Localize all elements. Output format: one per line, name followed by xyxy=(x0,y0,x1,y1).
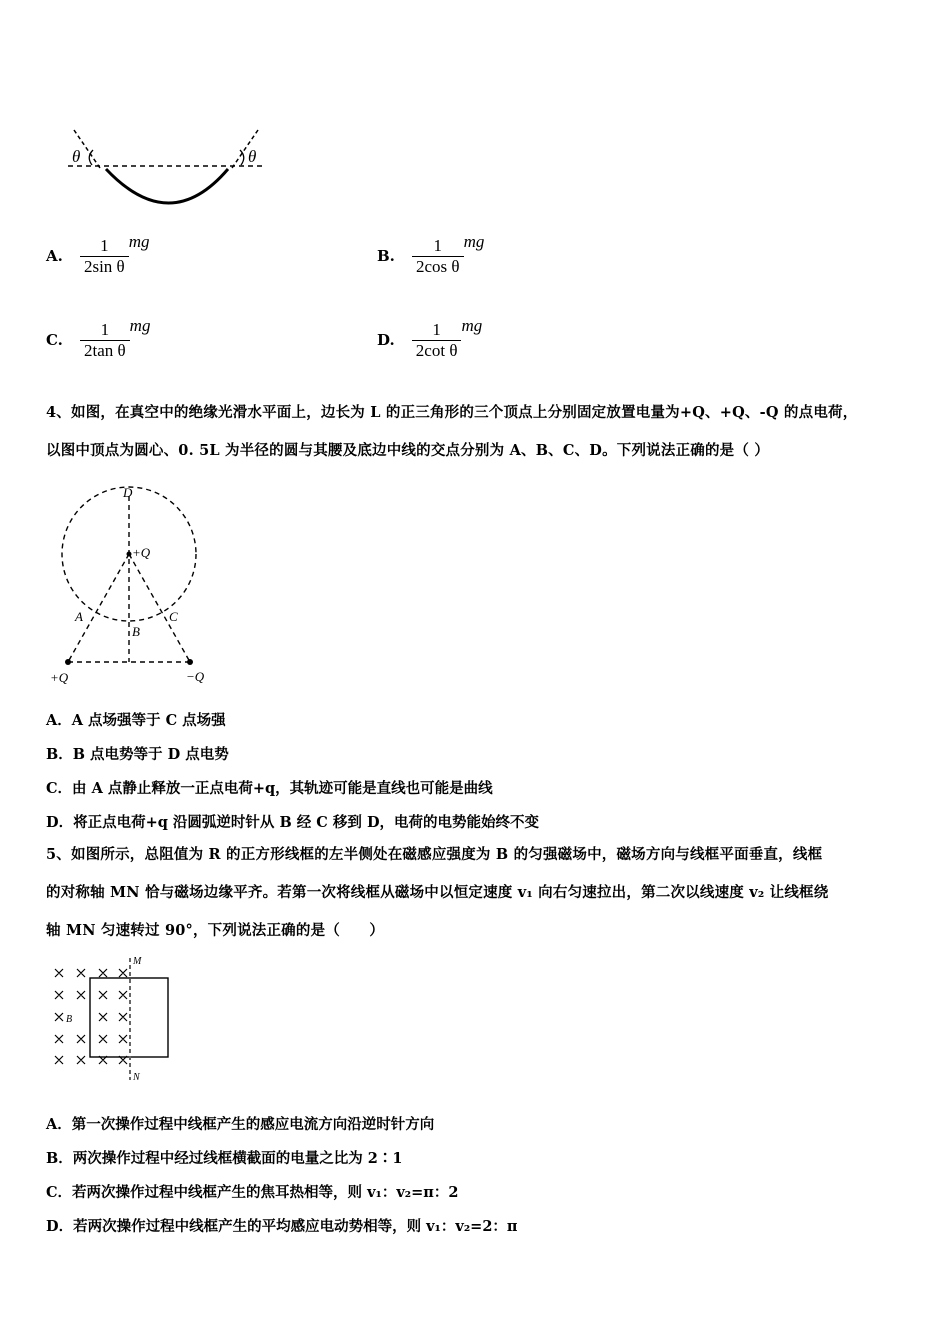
q3-option-c[interactable]: C. $\frac{1}{\text{2tan θ}}$ mg xyxy=(46,316,151,360)
q5-label-n: N xyxy=(133,1072,140,1083)
q5-label-b: B xyxy=(66,1014,73,1025)
q4-label-d: D xyxy=(123,485,133,500)
q4-label-bottom-left-charge: +Q xyxy=(50,670,69,685)
q3-theta-right-arc xyxy=(240,150,244,165)
option-letter: A. xyxy=(46,247,63,265)
q4-label-top-charge: +Q xyxy=(132,545,151,560)
q3-option-b-fraction: $\frac{1}{\text{2cos θ}}$ xyxy=(412,236,464,277)
q4-choice-c[interactable]: C．由 A 点静止释放一正点电荷+q，其轨迹可能是直线也可能是曲线 xyxy=(46,780,493,797)
q3-theta-left-arc xyxy=(89,150,93,165)
option-letter: C. xyxy=(46,331,63,349)
q4-triangle-circle-figure xyxy=(46,484,226,689)
q3-theta-right-label: θ xyxy=(248,147,257,166)
q4-choice-a[interactable]: A．A 点场强等于 C 点场强 xyxy=(46,712,226,729)
field-cross xyxy=(55,991,127,999)
q5-choice-c[interactable]: C．若两次操作过程中线框产生的焦耳热相等，则 v₁：v₂=π：2 xyxy=(46,1184,459,1201)
q4-label-bottom-right-charge: −Q xyxy=(186,669,205,684)
q3-option-a[interactable]: A. $\frac{1}{\text{2sin θ}}$ mg xyxy=(46,232,150,276)
q3-option-d-fraction: $\frac{1}{\text{2cot θ}}$ xyxy=(412,320,462,361)
option-letter: B. xyxy=(377,247,395,265)
q4-stem-line-1: 4、如图，在真空中的绝缘光滑水平面上，边长为 L 的正三角形的三个顶点上分别固定放置电量为+Q、+Q、-Q 的点电荷， xyxy=(46,404,858,421)
q3-option-c-fraction: $\frac{1}{\text{2tan θ}}$ xyxy=(80,320,130,361)
q5-choice-b[interactable]: B．两次操作过程中经过线框横截面的电量之比为 2∶1 xyxy=(46,1150,403,1167)
field-cross xyxy=(55,969,127,977)
q4-bottom-right-charge-dot xyxy=(187,659,193,665)
q3-hanging-chain-figure xyxy=(60,122,275,217)
q4-label-c: C xyxy=(169,609,178,624)
q3-theta-left-label: θ xyxy=(72,147,81,166)
q3-option-b[interactable]: B. $\frac{1}{\text{2cos θ}}$ mg xyxy=(377,232,485,276)
q4-top-charge-dot xyxy=(127,552,132,557)
q5-choice-d[interactable]: D．若两次操作过程中线框产生的平均感应电动势相等，则 v₁：v₂=2：π xyxy=(46,1218,518,1235)
q4-label-b: B xyxy=(132,624,140,639)
q5-stem-line-3: 轴 MN 匀速转过 90°，下列说法正确的是（ ） xyxy=(46,922,385,939)
q4-triangle-right-side xyxy=(129,554,190,662)
q5-magnetic-field-figure xyxy=(46,952,181,1086)
q5-stem-line-1: 5、如图所示，总阻值为 R 的正方形线框的左半侧处在磁感应强度为 B 的匀强磁场中，磁场方向与线框平面垂直，线框 xyxy=(46,846,823,863)
q3-option-d[interactable]: D. $\frac{1}{\text{2cot θ}}$ mg xyxy=(377,316,483,360)
q4-stem-line-2: 以图中顶点为圆心、0. 5L 为半径的圆与其腰及底边中线的交点分别为 A、B、C、D。下列说法正确的是（ ） xyxy=(46,442,770,459)
q4-triangle-left-side xyxy=(68,554,129,662)
q4-choice-b[interactable]: B．B 点电势等于 D 点电势 xyxy=(46,746,229,763)
q5-choice-a[interactable]: A．第一次操作过程中线框产生的感应电流方向沿逆时针方向 xyxy=(46,1116,435,1133)
q4-label-a: A xyxy=(75,609,83,624)
option-letter: D. xyxy=(377,331,395,349)
q4-choice-d[interactable]: D．将正点电荷+q 沿圆弧逆时针从 B 经 C 移到 D，电荷的电势能始终不变 xyxy=(46,814,540,831)
q5-label-m: M xyxy=(133,956,142,967)
field-cross xyxy=(55,1035,127,1043)
q5-stem-line-2: 的对称轴 MN 恰与磁场边缘平齐。若第一次将线框从磁场中以恒定速度 v₁ 向右匀速拉出，第二次以线速度 v₂ 让线框绕 xyxy=(46,884,829,901)
q3-option-a-fraction: $\frac{1}{\text{2sin θ}}$ xyxy=(80,236,129,277)
q4-bottom-left-charge-dot xyxy=(65,659,71,665)
q3-chain-curve xyxy=(106,169,228,203)
